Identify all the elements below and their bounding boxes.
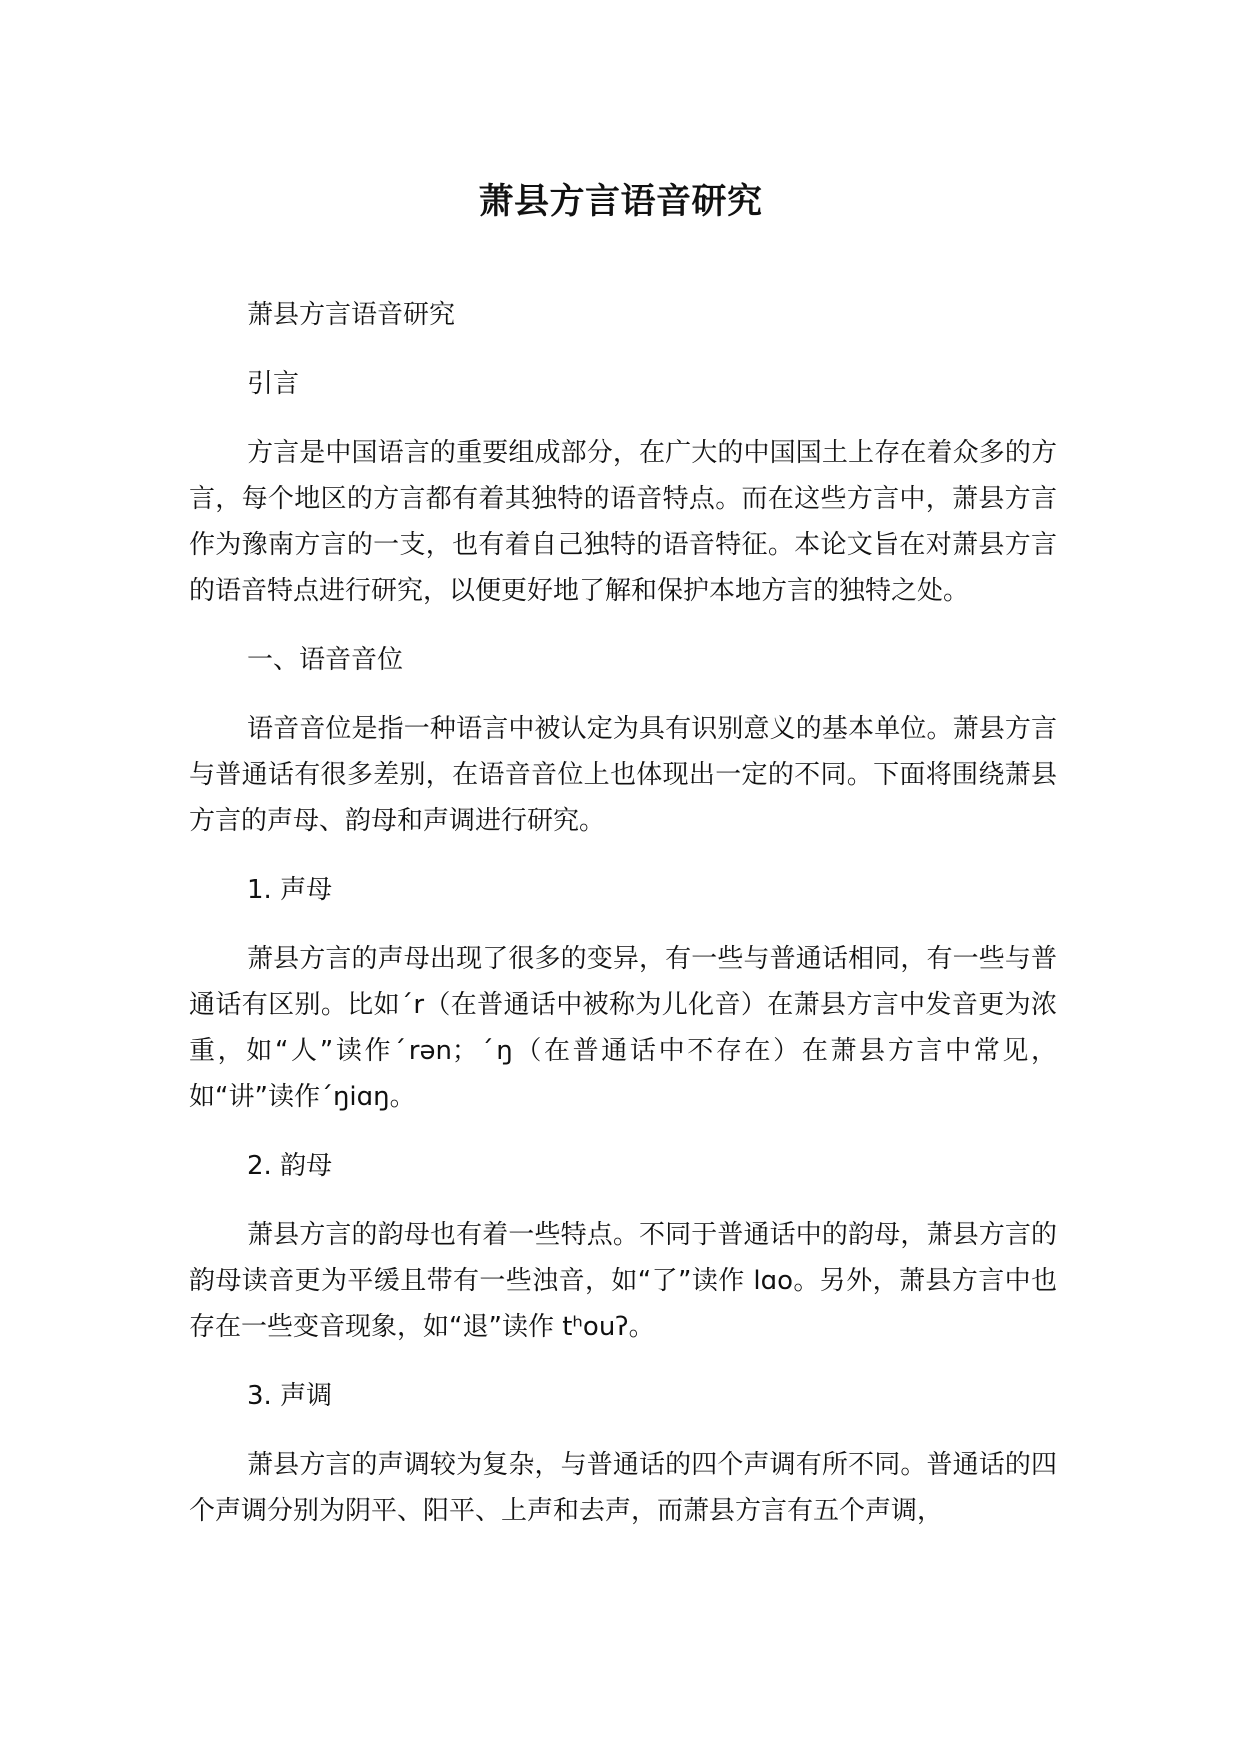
section-paragraph-phonemes: 语音音位是指一种语言中被认定为具有识别意义的基本单位。萧县方言与普通话有很多差别，在语音音位上也体现出一定的不同。下面将围绕萧县方言的声母、韵母和声调进行研究。 <box>189 714 1057 836</box>
document-title: 萧县方言语音研究 <box>478 182 763 222</box>
document-body <box>189 292 1057 1557</box>
subsection-heading-initials: 1. 声母 <box>247 875 333 905</box>
intro-heading: 引言 <box>247 369 300 399</box>
subtitle-line: 萧县方言语音研究 <box>247 300 456 330</box>
section-heading-phonemes: 一、语音音位 <box>247 645 404 675</box>
subsection-paragraph-finals: 萧县方言的韵母也有着一些特点。不同于普通话中的韵母，萧县方言的韵母读音更为平缓且带有一些浊音，如“了”读作 lɑo。另外，萧县方言中也存在一些变音现象，如“退”读作 tʰouʔ。 <box>189 1220 1057 1342</box>
subsection-paragraph-tones: 萧县方言的声调较为复杂，与普通话的四个声调有所不同。普通话的四个声调分别为阴平、阳平、上声和去声，而萧县方言有五个声调， <box>189 1450 1057 1526</box>
subsection-heading-tones: 3. 声调 <box>247 1381 333 1411</box>
subsection-paragraph-initials: 萧县方言的声母出现了很多的变异，有一些与普通话相同，有一些与普通话有区别。比如ˊr（在普通话中被称为儿化音）在萧县方言中发音更为浓重，如“人”读作ˊrən；ˊŋ（在普通话中不存在）在萧县方言中常见，如“讲”读作ˊŋiɑŋ。 <box>189 944 1057 1112</box>
subsection-heading-finals: 2. 韵母 <box>247 1151 333 1181</box>
intro-paragraph: 方言是中国语言的重要组成部分，在广大的中国国土上存在着众多的方言，每个地区的方言都有着其独特的语音特点。而在这些方言中，萧县方言作为豫南方言的一支，也有着自己独特的语音特征。本论文旨在对萧县方言的语音特点进行研究，以便更好地了解和保护本地方言的独特之处。 <box>189 438 1057 606</box>
